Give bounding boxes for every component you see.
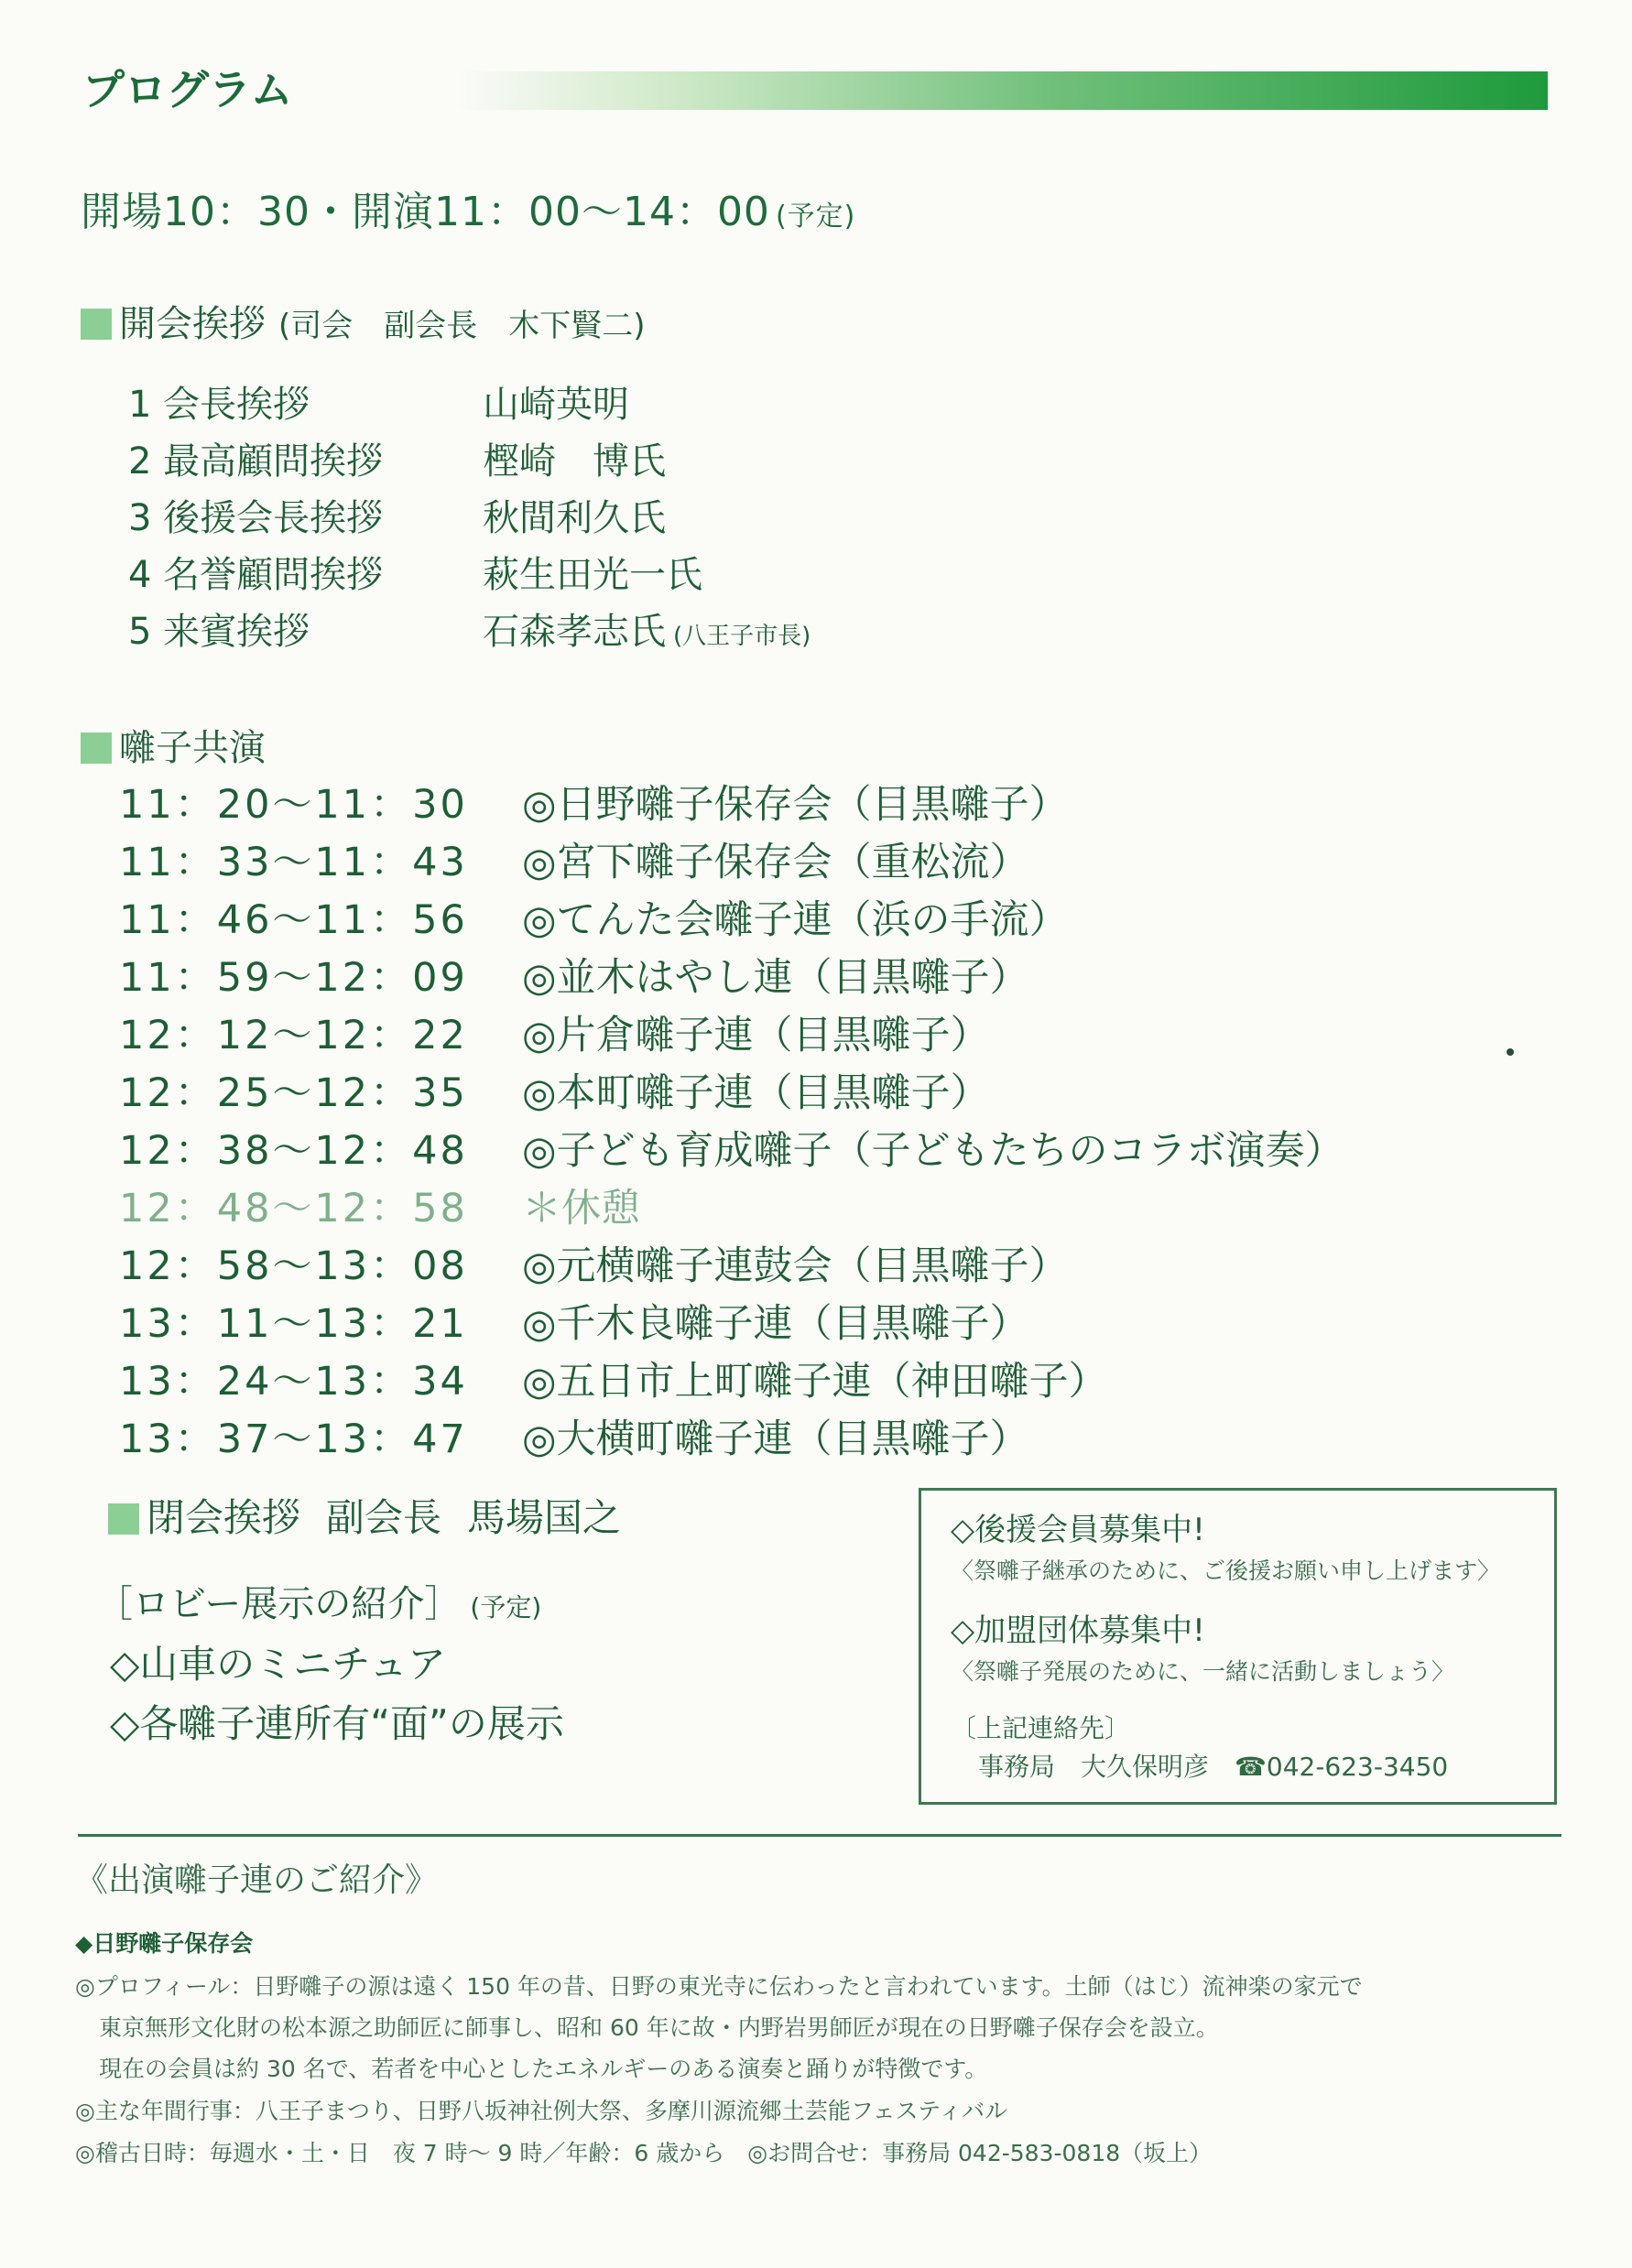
performance-row [119, 889, 1401, 946]
performance-heading: 囃子共演 [119, 727, 266, 769]
performance-row [119, 1293, 1401, 1350]
greeting-name: 樫崎 博氏 [483, 440, 666, 483]
performance-time: 11：59〜12：09 [119, 955, 468, 1001]
description-line: 現在の会員は約 30 名で、若者を中心としたエネルギーのある演奏と踊りが特徴です。 [99, 2056, 988, 2082]
performance-row [119, 947, 1401, 1004]
performance-row [119, 774, 1401, 830]
performance-group: ◎宮下囃子保存会（重松流） [522, 840, 1029, 885]
closing-line [108, 1488, 621, 1543]
description-line: ◎プロフィール：日野囃子の源は遠く 150 年の昔、日野の東光寺に伝わったと言われています。土師（はじ）流神楽の家元で [75, 1973, 1363, 2000]
greeting-name: 秋間利久氏 [483, 497, 666, 539]
performance-group: ◎片倉囃子連（目黒囃子） [522, 1013, 990, 1058]
lobby-title-line [96, 1575, 541, 1627]
performance-time: 12：25〜12：35 [119, 1070, 468, 1116]
lobby-item: ◇山車のミニチュア [110, 1642, 447, 1687]
schedule-line [81, 179, 855, 237]
performance-row [119, 1235, 1401, 1292]
greeting-row [128, 432, 952, 487]
performance-row [119, 831, 1401, 888]
stray-dot [1507, 1048, 1514, 1056]
greeting-name: 萩生田光一氏 [483, 554, 702, 596]
greeting-row [128, 602, 952, 657]
performance-heading-line [81, 719, 266, 771]
lobby-note: (予定) [470, 1592, 542, 1622]
greeting-name: 石森孝志氏 (八王子市長) [483, 611, 811, 653]
performance-time: 12：58〜13：08 [119, 1243, 468, 1289]
performance-time: 13：11〜13：21 [119, 1301, 468, 1347]
closing-role: 副会長 [326, 1495, 442, 1540]
contact-label: 〔上記連絡先〕 [951, 1713, 1131, 1743]
performance-time: 11：46〜11：56 [119, 897, 468, 943]
square-bullet-icon [108, 1503, 139, 1535]
performance-group: ◎てんた会囃子連（浜の手流） [522, 897, 1069, 943]
description-line: 東京無形文化財の松本源之助師匠に師事し、昭和 60 年に故・内野岩男師匠が現在の日野囃子保存会を設立。 [99, 2014, 1219, 2041]
greeting-label: 1 会長挨拶 [128, 384, 310, 426]
description-line: ◎稽古日時：毎週水・土・日 夜 7 時〜 9 時／年齢：6 歳から ◎お問合せ：事務局 042-583-0818（坂上） [75, 2140, 1213, 2166]
supporter-title: ◇後援会員募集中! [951, 1512, 1205, 1548]
greeting-label: 3 後援会長挨拶 [128, 497, 384, 539]
break-row [119, 1177, 1401, 1234]
performance-row [119, 1408, 1401, 1465]
section-divider [78, 1834, 1561, 1837]
title-gradient-bar [458, 71, 1548, 110]
closing-heading: 閉会挨拶 [147, 1495, 301, 1540]
schedule-note: (予定) [775, 201, 856, 233]
performance-row [119, 1120, 1401, 1177]
performance-time: 12：48〜12：58 [119, 1186, 468, 1232]
schedule-text: 開場10：30・開演11：00〜14：00 [81, 189, 770, 235]
performance-group: ◎五日市上町囃子連（神田囃子） [522, 1359, 1108, 1405]
opening-subheading: (司会 副会長 木下賢二) [278, 308, 646, 344]
greeting-label: 5 来賓挨拶 [128, 611, 310, 653]
closing-name: 馬場国之 [467, 1495, 622, 1540]
performance-group: ◎大横町囃子連（目黒囃子） [522, 1416, 1029, 1462]
performance-time: 11：20〜11：30 [119, 782, 468, 828]
greeting-name: 山崎英明 [483, 384, 629, 426]
performance-time: 12：12〜12：22 [119, 1013, 468, 1058]
supporter-desc: 〈祭囃子継承のために、ご後援お願い申し上げます〉 [951, 1557, 1501, 1584]
performance-row [119, 1351, 1401, 1407]
opening-heading-line [81, 295, 646, 347]
lobby-item: ◇各囃子連所有“面”の展示 [110, 1701, 564, 1746]
performance-time: 11：33〜11：43 [119, 840, 468, 885]
performance-group: ◎元横囃子連鼓会（目黒囃子） [522, 1243, 1069, 1289]
performance-time: 12：38〜12：48 [119, 1128, 468, 1174]
performance-group: ◎日野囃子保存会（目黒囃子） [522, 782, 1069, 828]
performance-group: ◎本町囃子連（目黒囃子） [522, 1070, 990, 1116]
description-line: ◎主な年間行事：八王子まつり、日野八坂神社例大祭、多摩川源流郷土芸能フェスティバル [75, 2098, 1008, 2124]
greeting-row [128, 546, 952, 601]
performance-row [119, 1004, 1401, 1061]
opening-heading: 開会挨拶 [119, 303, 266, 345]
performance-time: 13：37〜13：47 [119, 1416, 468, 1462]
greeting-label: 2 最高顧問挨拶 [128, 440, 384, 483]
recruitment-box [919, 1488, 1557, 1805]
performance-group: ◎千木良囃子連（目黒囃子） [522, 1301, 1029, 1347]
page-title: プログラム [82, 65, 293, 114]
contact-line: 事務局 大久保明彦 ☎042-623-3450 [978, 1752, 1449, 1782]
greeting-row [128, 375, 952, 430]
intro-heading: 《出演囃子連のご紹介》 [75, 1861, 439, 1899]
member-title: ◇加盟団体募集中! [951, 1612, 1205, 1649]
square-bullet-icon [81, 732, 112, 764]
performance-group: ◎並木はやし連（目黒囃子） [522, 955, 1029, 1001]
performance-row [119, 1062, 1401, 1119]
square-bullet-icon [81, 309, 112, 340]
group-heading: ◆日野囃子保存会 [75, 1930, 254, 1957]
lobby-title: ［ロビー展示の紹介］ [96, 1583, 462, 1625]
break-label: ＊休憩 [522, 1186, 640, 1232]
greeting-label: 4 名誉顧問挨拶 [128, 554, 384, 596]
performance-group: ◎子ども育成囃子（子どもたちのコラボ演奏） [522, 1128, 1344, 1174]
member-desc: 〈祭囃子発展のために、一緒に活動しましょう〉 [951, 1658, 1455, 1685]
performance-time: 13：24〜13：34 [119, 1359, 468, 1405]
greeting-row [128, 489, 952, 544]
